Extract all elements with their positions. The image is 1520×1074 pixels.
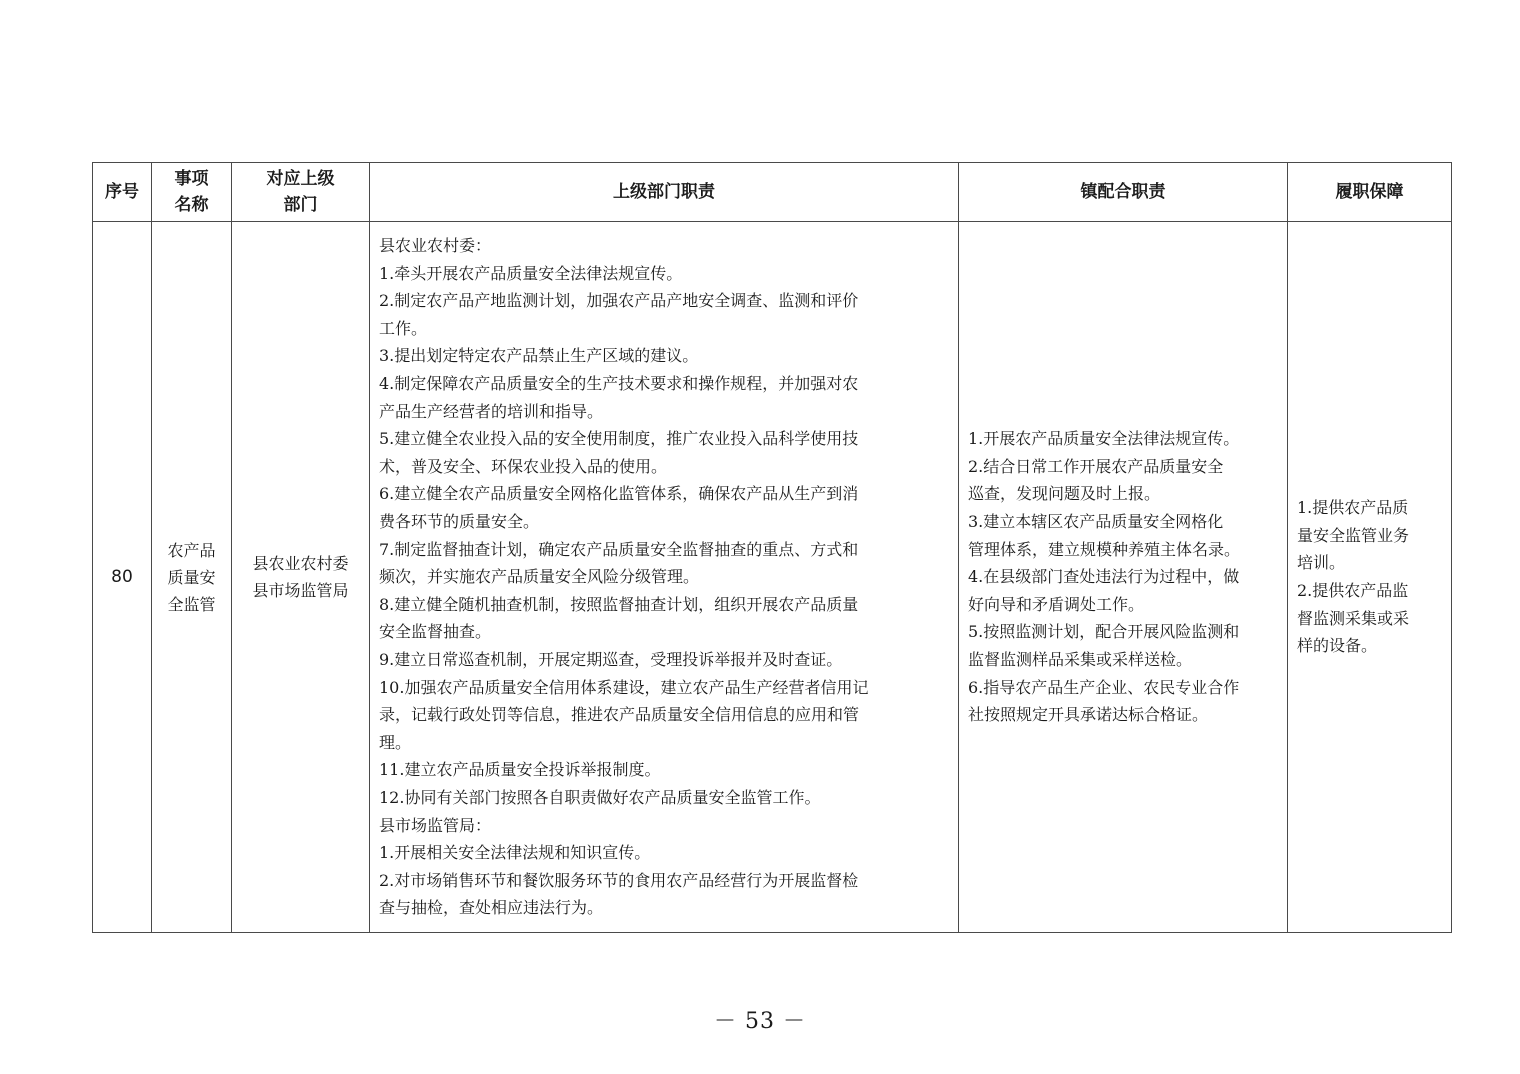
upper-duty-line: 术，普及安全、环保农业投入品的使用。 [379,456,668,476]
upper-duty-line: 5.建立健全农业投入品的安全使用制度，推广农业投入品科学使用技 [379,429,859,449]
guarantee-line: 1.提供农产品质 [1297,498,1409,518]
row-item-name-cell [152,222,232,933]
guarantee-line: 督监测采集或采 [1297,608,1410,628]
row-upper-dept-cell [232,222,370,933]
guarantee-line: 2.提供农产品监 [1297,581,1409,600]
town-duty-line: 5.按照监测计划，配合开展风险监测和 [968,622,1240,642]
town-duty-line: 监督监测样品采集或采样送检。 [968,649,1193,669]
upper-duties-list [370,232,958,922]
town-duty-line: 6.指导农产品生产企业、农民专业合作 [968,677,1240,697]
row-upper-duties-cell [370,222,959,933]
upper-duty-line: 4.制定保障农产品质量安全的生产技术要求和操作规程，并加强对农 [379,374,859,394]
header-upper-dept [232,163,370,222]
upper-duty-line: 费各环节的质量安全。 [379,512,540,532]
upper-duty-line: 县农业农村委： [379,236,492,256]
header-item-name-line1: 事项 [174,169,209,189]
header-seq: 序号 [93,163,152,222]
guarantee-line: 样的设备。 [1297,636,1378,656]
item-name-line: 农产品 [167,540,216,560]
upper-duty-line: 12.协同有关部门按照各自职责做好农产品质量安全监管工作。 [379,787,821,807]
dept-line: 县农业农村委 [252,554,349,573]
upper-duty-line: 安全监督抽查。 [379,622,492,642]
page-number: － 53 － [714,1009,806,1034]
upper-duty-line: 3.提出划定特定农产品禁止生产区域的建议。 [379,346,699,366]
upper-duty-line: 11.建立农产品质量安全投诉举报制度。 [379,760,661,780]
upper-duty-line: 10.加强农产品质量安全信用体系建设，建立农产品生产经营者信用记 [379,677,869,697]
dept-line: 县市场监管局 [252,581,349,600]
upper-duty-line: 频次，并实施农产品质量安全风险分级管理。 [379,567,700,587]
town-duty-line: 4.在县级部门查处违法行为过程中，做 [968,567,1240,587]
upper-duty-line: 1.开展相关安全法律法规和知识宣传。 [379,843,651,863]
item-name-line: 全监管 [167,594,216,614]
table-header-row [93,163,1452,222]
town-duty-line: 巡查，发现问题及时上报。 [968,484,1161,504]
header-guarantee: 履职保障 [1288,163,1452,222]
upper-duty-line: 1.牵头开展农产品质量安全法律法规宣传。 [379,263,683,283]
upper-duty-line: 8.建立健全随机抽查机制，按照监督抽查计划，组织开展农产品质量 [379,594,859,614]
guarantee-line: 量安全监管业务 [1297,525,1410,545]
town-duty-line: 3.建立本辖区农产品质量安全网格化 [968,512,1224,532]
duties-table [92,162,1452,933]
header-item-name-line2: 名称 [174,195,209,215]
upper-duty-line: 产品生产经营者的培训和指导。 [379,401,604,421]
row-guarantee-cell [1288,222,1452,933]
header-upper-dept-line2: 部门 [283,195,318,215]
town-duty-line: 管理体系，建立规模种养殖主体名录。 [968,539,1241,559]
header-upper-dept-line1: 对应上级 [266,169,335,189]
upper-duty-line: 录，记载行政处罚等信息，推进农产品质量安全信用信息的应用和管 [379,705,860,725]
table-row [93,222,1452,933]
upper-duty-line: 理。 [379,732,412,752]
header-town-duties: 镇配合职责 [959,163,1288,222]
item-name-line: 质量安 [167,567,216,587]
header-upper-duties: 上级部门职责 [370,163,959,222]
town-duty-line: 社按照规定开具承诺达标合格证。 [968,705,1209,725]
upper-duty-line: 2.对市场销售环节和餐饮服务环节的食用农产品经营行为开展监督检 [379,870,859,890]
upper-duty-line: 查与抽检，查处相应违法行为。 [379,898,604,918]
upper-duty-line: 6.建立健全农产品质量安全网格化监管体系，确保农产品从生产到消 [379,484,859,504]
upper-duty-line: 工作。 [379,318,428,338]
town-duty-line: 1.开展农产品质量安全法律法规宣传。 [968,429,1240,449]
upper-duty-line: 9.建立日常巡查机制，开展定期巡查，受理投诉举报并及时查证。 [379,649,843,669]
guarantee-list [1288,494,1451,660]
row-town-duties-cell [959,222,1288,933]
town-duty-line: 2.结合日常工作开展农产品质量安全 [968,456,1224,476]
town-duties-list [959,425,1287,729]
upper-duty-line: 2.制定农产品产地监测计划，加强农产品产地安全调查、监测和评价 [379,291,859,311]
row-seq-cell: 80 [93,222,152,933]
guarantee-line: 培训。 [1297,553,1346,573]
town-duty-line: 好向导和矛盾调处工作。 [968,594,1145,614]
header-item-name [152,163,232,222]
upper-duty-line: 县市场监管局： [379,815,492,835]
upper-duty-line: 7.制定监督抽查计划，确定农产品质量安全监督抽查的重点、方式和 [379,539,859,559]
